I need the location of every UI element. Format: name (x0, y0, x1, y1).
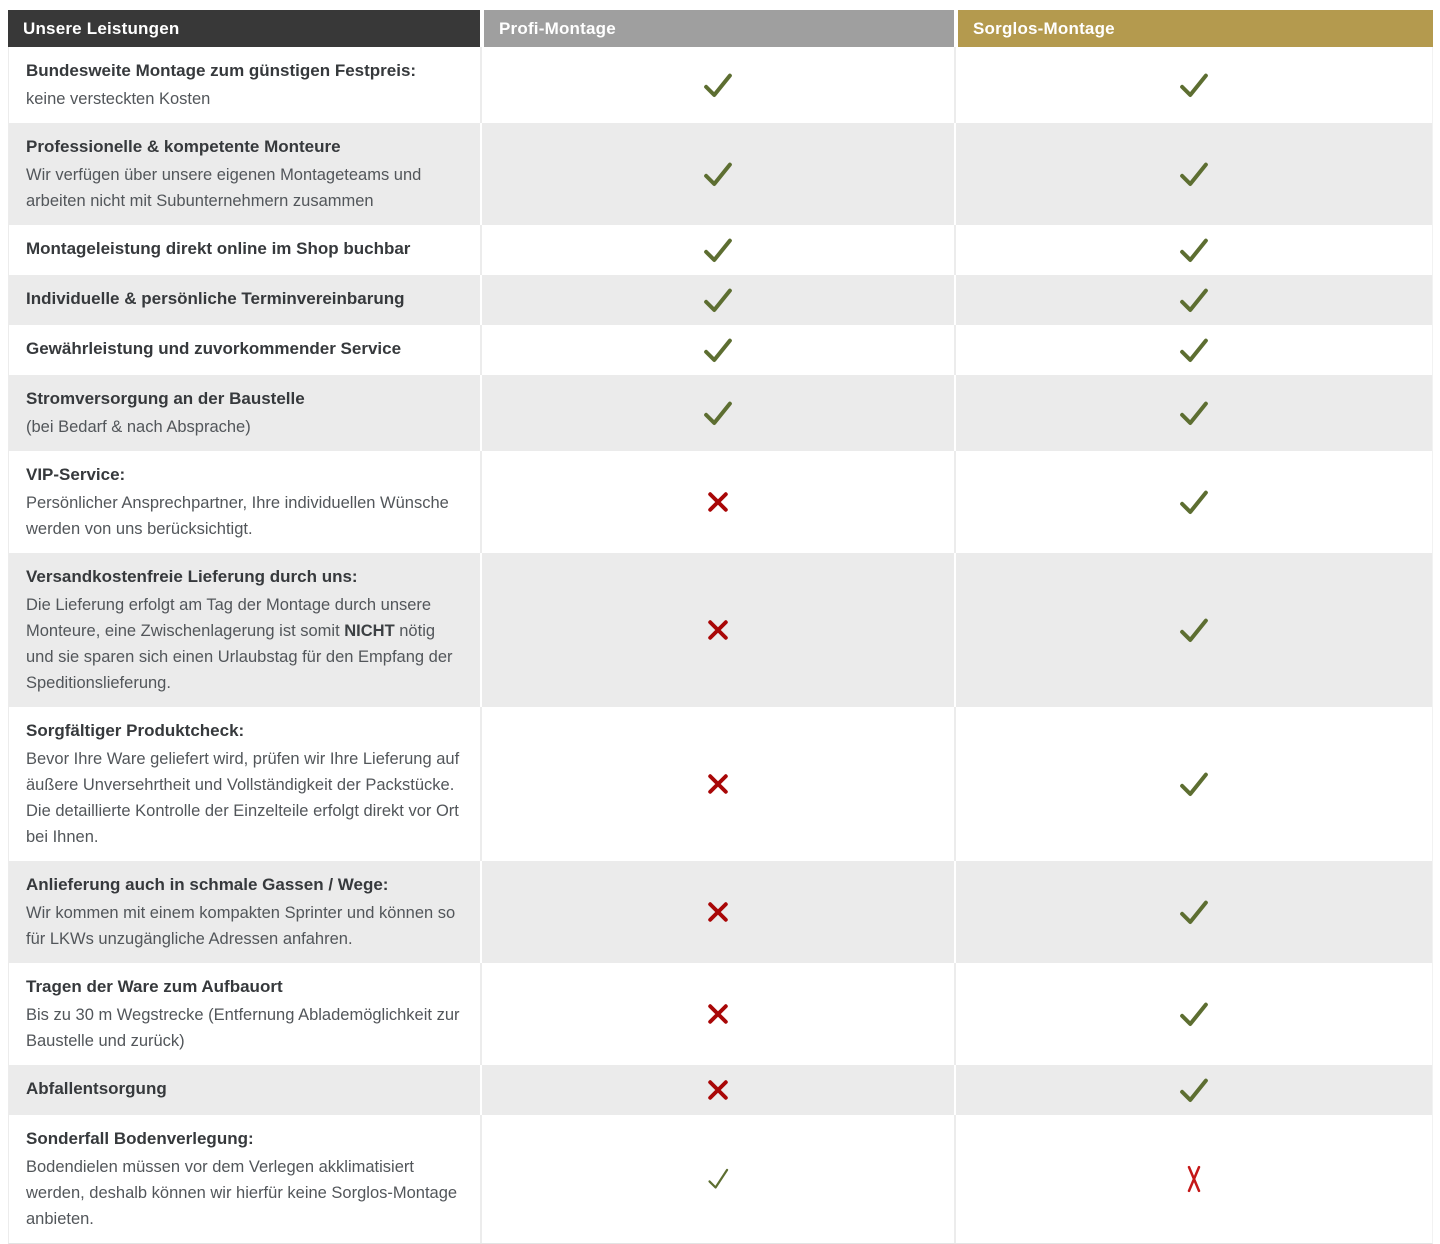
check-icon (1176, 235, 1212, 265)
feature-cell (9, 451, 480, 553)
feature-cell (9, 275, 480, 325)
table-row (9, 1065, 1432, 1115)
table-row (9, 123, 1432, 225)
feature-title: Individuelle & persönliche Terminvereinbarung (26, 289, 405, 308)
feature-cell (9, 861, 480, 963)
table-row (9, 1115, 1432, 1243)
feature-title: Sonderfall Bodenverlegung: (26, 1129, 254, 1148)
feature-cell (9, 375, 480, 451)
cross-icon (705, 489, 731, 515)
check-icon (1176, 398, 1212, 428)
header-services: Unsere Leistungen (8, 10, 480, 47)
feature-cell (9, 1065, 480, 1115)
profi-mark-cell (480, 225, 954, 275)
table-row (9, 707, 1432, 861)
table-row (9, 47, 1432, 123)
sorglos-mark-cell (954, 47, 1432, 123)
feature-title: VIP-Service: (26, 465, 126, 484)
sorglos-mark-cell (954, 123, 1432, 225)
feature-body-text: nötig und sie sparen sich einen Urlaubstag für den Empfang der Speditionslieferung. (26, 622, 453, 692)
check-icon (1176, 487, 1212, 517)
check-icon (1176, 159, 1212, 189)
cross-icon (705, 617, 731, 643)
check-icon (700, 70, 736, 100)
feature-cell (9, 963, 480, 1065)
check-icon (1176, 999, 1212, 1029)
sorglos-mark-cell (954, 707, 1432, 861)
table-row (9, 451, 1432, 553)
cross-icon (705, 1001, 731, 1027)
table-row (9, 963, 1432, 1065)
sorglos-mark-cell (954, 225, 1432, 275)
feature-title: Versandkostenfreie Lieferung durch uns: (26, 567, 358, 586)
profi-mark-cell (480, 861, 954, 963)
table-row (9, 225, 1432, 275)
feature-body: keine versteckten Kosten (26, 90, 211, 108)
table-row (9, 861, 1432, 963)
sorglos-mark-cell (954, 275, 1432, 325)
feature-cell (9, 123, 480, 225)
check-icon (1176, 70, 1212, 100)
sorglos-mark-cell (954, 325, 1432, 375)
check-icon (1176, 335, 1212, 365)
sorglos-mark-cell (954, 375, 1432, 451)
profi-mark-cell (480, 451, 954, 553)
sorglos-mark-cell (954, 553, 1432, 707)
feature-body: (bei Bedarf & nach Absprache) (26, 418, 251, 436)
check-icon (1176, 1075, 1212, 1105)
feature-title: Gewährleistung und zuvorkommender Service (26, 339, 402, 358)
cross-icon (705, 1077, 731, 1103)
feature-body: Bis zu 30 m Wegstrecke (Entfernung Ablademöglichkeit zur Baustelle und zurück) (26, 1006, 460, 1050)
feature-title: Stromversorgung an der Baustelle (26, 389, 305, 408)
feature-title: Montageleistung direkt online im Shop buchbar (26, 239, 411, 258)
profi-mark-cell (480, 325, 954, 375)
table-row (9, 375, 1432, 451)
profi-mark-cell (480, 1065, 954, 1115)
header-profi-montage: Profi-Montage (480, 10, 954, 47)
sorglos-mark-cell (954, 963, 1432, 1065)
cross-icon (705, 899, 731, 925)
feature-body: Bodendielen müssen vor dem Verlegen akklimatisiert werden, deshalb können wir hierfür keine Sorglos-Montage anbieten. (26, 1158, 458, 1228)
table-row (9, 553, 1432, 707)
feature-cell (9, 325, 480, 375)
check-icon (700, 398, 736, 428)
feature-body: Persönlicher Ansprechpartner, Ihre individuellen Wünsche werden von uns berücksichtigt. (26, 494, 449, 538)
feature-body: Wir kommen mit einem kompakten Sprinter und können so für LKWs unzugängliche Adressen anfahren. (26, 904, 456, 948)
feature-title: Bundesweite Montage zum günstigen Festpreis: (26, 61, 417, 80)
profi-mark-cell (480, 553, 954, 707)
profi-mark-cell (480, 123, 954, 225)
feature-title: Sorgfältiger Produktcheck: (26, 721, 245, 740)
check-icon (700, 159, 736, 189)
feature-cell (9, 47, 480, 123)
cross-icon (705, 771, 731, 797)
check-icon (1176, 769, 1212, 799)
profi-mark-cell (480, 375, 954, 451)
feature-cell (9, 707, 480, 861)
profi-mark-cell (480, 707, 954, 861)
feature-title: Tragen der Ware zum Aufbauort (26, 977, 283, 996)
check-icon (1176, 615, 1212, 645)
feature-title: Abfallentsorgung (26, 1079, 167, 1098)
sorglos-mark-cell (954, 1065, 1432, 1115)
feature-body-bold-text: NICHT (344, 622, 395, 640)
sorglos-mark-cell (954, 861, 1432, 963)
cross-icon (1183, 1164, 1205, 1194)
feature-cell (9, 1115, 480, 1243)
header-sorglos-montage: Sorglos-Montage (954, 10, 1433, 47)
table-row (9, 325, 1432, 375)
check-icon (1176, 285, 1212, 315)
profi-mark-cell (480, 1115, 954, 1243)
check-icon (700, 285, 736, 315)
feature-cell (9, 553, 480, 707)
feature-title: Professionelle & kompetente Monteure (26, 137, 341, 156)
feature-body (26, 592, 466, 696)
feature-body: Bevor Ihre Ware geliefert wird, prüfen wir Ihre Lieferung auf äußere Unversehrtheit und Vollständigkeit der Packstücke. Die detaillierte Kontrolle der Einzelteile erfolgt direkt vor Ort bei Ihnen. (26, 750, 460, 846)
check-icon (700, 335, 736, 365)
feature-cell (9, 225, 480, 275)
service-comparison-table (8, 10, 1433, 1244)
check-icon (1176, 897, 1212, 927)
check-icon (700, 235, 736, 265)
table-body (8, 47, 1433, 1244)
feature-title: Anlieferung auch in schmale Gassen / Wege: (26, 875, 389, 894)
profi-mark-cell (480, 275, 954, 325)
table-header (8, 10, 1433, 47)
table-row (9, 275, 1432, 325)
check-icon (701, 1163, 735, 1195)
profi-mark-cell (480, 963, 954, 1065)
sorglos-mark-cell (954, 451, 1432, 553)
sorglos-mark-cell (954, 1115, 1432, 1243)
feature-body: Wir verfügen über unsere eigenen Montageteams und arbeiten nicht mit Subunternehmern zusammen (26, 166, 422, 210)
profi-mark-cell (480, 47, 954, 123)
feature-body-text: Die Lieferung erfolgt am Tag der Montage durch unsere Monteure, eine Zwischenlagerung ist somit (26, 596, 432, 640)
